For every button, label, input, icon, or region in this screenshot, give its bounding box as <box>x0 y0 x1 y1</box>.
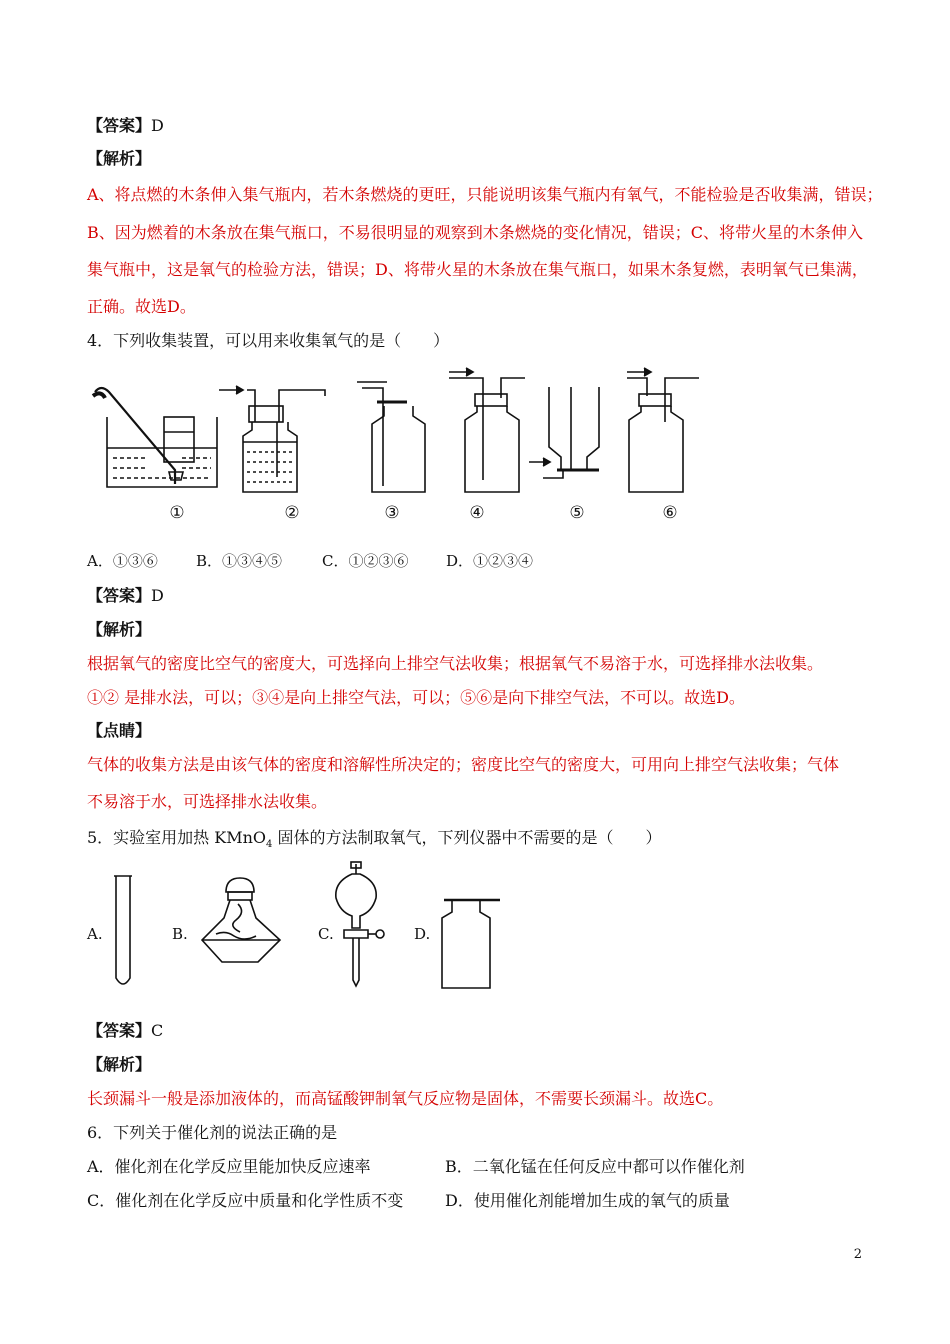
apparatus-4-upward-air-bottle <box>449 368 525 492</box>
apparatus-2-water-bottle <box>219 386 325 492</box>
q5-option-a: A. <box>87 925 103 943</box>
q6-option-b: B．二氧化锰在任何反应中都可以作催化剂 <box>445 1157 745 1176</box>
figure-label: ⑥ <box>662 503 678 523</box>
figure-label: ② <box>284 503 300 523</box>
answer-value: D <box>151 586 164 605</box>
alcohol-lamp <box>202 878 280 962</box>
q4-option-b: B．①③④⑤ <box>196 552 283 570</box>
q6-stem: 6．下列关于催化剂的说法正确的是 <box>87 1123 338 1142</box>
apparatus-3-upward-air-bottle <box>357 382 425 492</box>
figure-label: ④ <box>469 503 485 523</box>
page-number: 2 <box>853 1247 862 1262</box>
q5-option-d: D. <box>414 925 431 943</box>
gas-bottle <box>442 900 500 988</box>
q4-option-c: C．①②③⑥ <box>322 552 409 570</box>
q5-option-c: C. <box>318 925 334 943</box>
q5-analysis-line: 长颈漏斗一般是添加液体的，而高锰酸钾制氧气反应物是固体，不需要长颈漏斗。故选C。 <box>87 1089 724 1108</box>
q4-tip-label: 【点睛】 <box>87 721 152 740</box>
test-tube <box>114 876 132 984</box>
q3-analysis-label: 【解析】 <box>87 149 152 168</box>
q3-analysis-line: 正确。故选D。 <box>87 297 196 316</box>
q4-option-a: A．①③⑥ <box>87 552 158 570</box>
answer-label: 【答案】 <box>87 586 152 605</box>
q4-analysis-line: 根据氧气的密度比空气的密度大，可选择向上排空气法收集；根据氧气不易溶于水，可选择排水法收集。 <box>87 654 824 673</box>
figure-label: ③ <box>384 503 400 523</box>
answer-value: C <box>151 1021 164 1040</box>
figure-label: ① <box>169 503 185 523</box>
q4-option-d: D．①②③④ <box>446 552 534 570</box>
answer-label: 【答案】 <box>87 1021 152 1040</box>
q3-analysis-line: A、将点燃的木条伸入集气瓶内，若木条燃烧的更旺，只能说明该集气瓶内有氧气，不能检验是否收集满，错误； <box>87 185 883 204</box>
subscript: 4 <box>266 839 273 851</box>
q6-option-a: A．催化剂在化学反应里能加快反应速率 <box>87 1157 371 1176</box>
q3-answer <box>87 115 164 137</box>
q5-stem <box>87 827 662 856</box>
q5-option-b: B. <box>172 925 188 943</box>
q4-tip-line: 不易溶于水，可选择排水法收集。 <box>87 792 328 811</box>
q4-answer <box>87 585 164 607</box>
figure-label: ⑤ <box>569 503 585 523</box>
q4-analysis-label: 【解析】 <box>87 620 152 639</box>
q4-stem: 4．下列收集装置，可以用来收集氧气的是（ ） <box>87 331 450 350</box>
instrument-figure <box>100 860 510 995</box>
apparatus-6-downward-air-bottle <box>627 368 699 492</box>
q5-stem-part: 5．实验室用加热 KMnO <box>87 828 267 847</box>
answer-label: 【答案】 <box>87 116 152 135</box>
q3-analysis-line: 集气瓶中，这是氧气的检验方法，错误；D、将带火星的木条放在集气瓶口，如果木条复燃，表明氧气已集满， <box>87 260 868 279</box>
answer-value: D <box>151 116 164 135</box>
q5-answer <box>87 1020 163 1042</box>
apparatus-5-downward-air-bottle <box>529 387 599 478</box>
q4-analysis-line: ①② 是排水法，可以；③④是向上排空气法，可以；⑤⑥是向下排空气法，不可以。故选D。 <box>87 688 745 707</box>
q3-analysis-line: B、因为燃着的木条放在集气瓶口，不易很明显的观察到木条燃烧的变化情况，错误；C、将带火星的木条伸入 <box>87 223 864 242</box>
q4-tip-line: 气体的收集方法是由该气体的密度和溶解性所决定的；密度比空气的密度大，可用向上排空气法收集；气体 <box>87 755 840 774</box>
gas-collection-figure <box>87 362 717 532</box>
q5-stem-part: 固体的方法制取氧气，下列仪器中不需要的是（ ） <box>272 828 662 847</box>
separatory-funnel <box>336 862 384 986</box>
apparatus-1-water-trough <box>93 388 217 487</box>
q5-analysis-label: 【解析】 <box>87 1055 152 1074</box>
q6-option-d: D．使用催化剂能增加生成的氧气的质量 <box>445 1191 730 1210</box>
q6-option-c: C．催化剂在化学反应中质量和化学性质不变 <box>87 1191 404 1210</box>
